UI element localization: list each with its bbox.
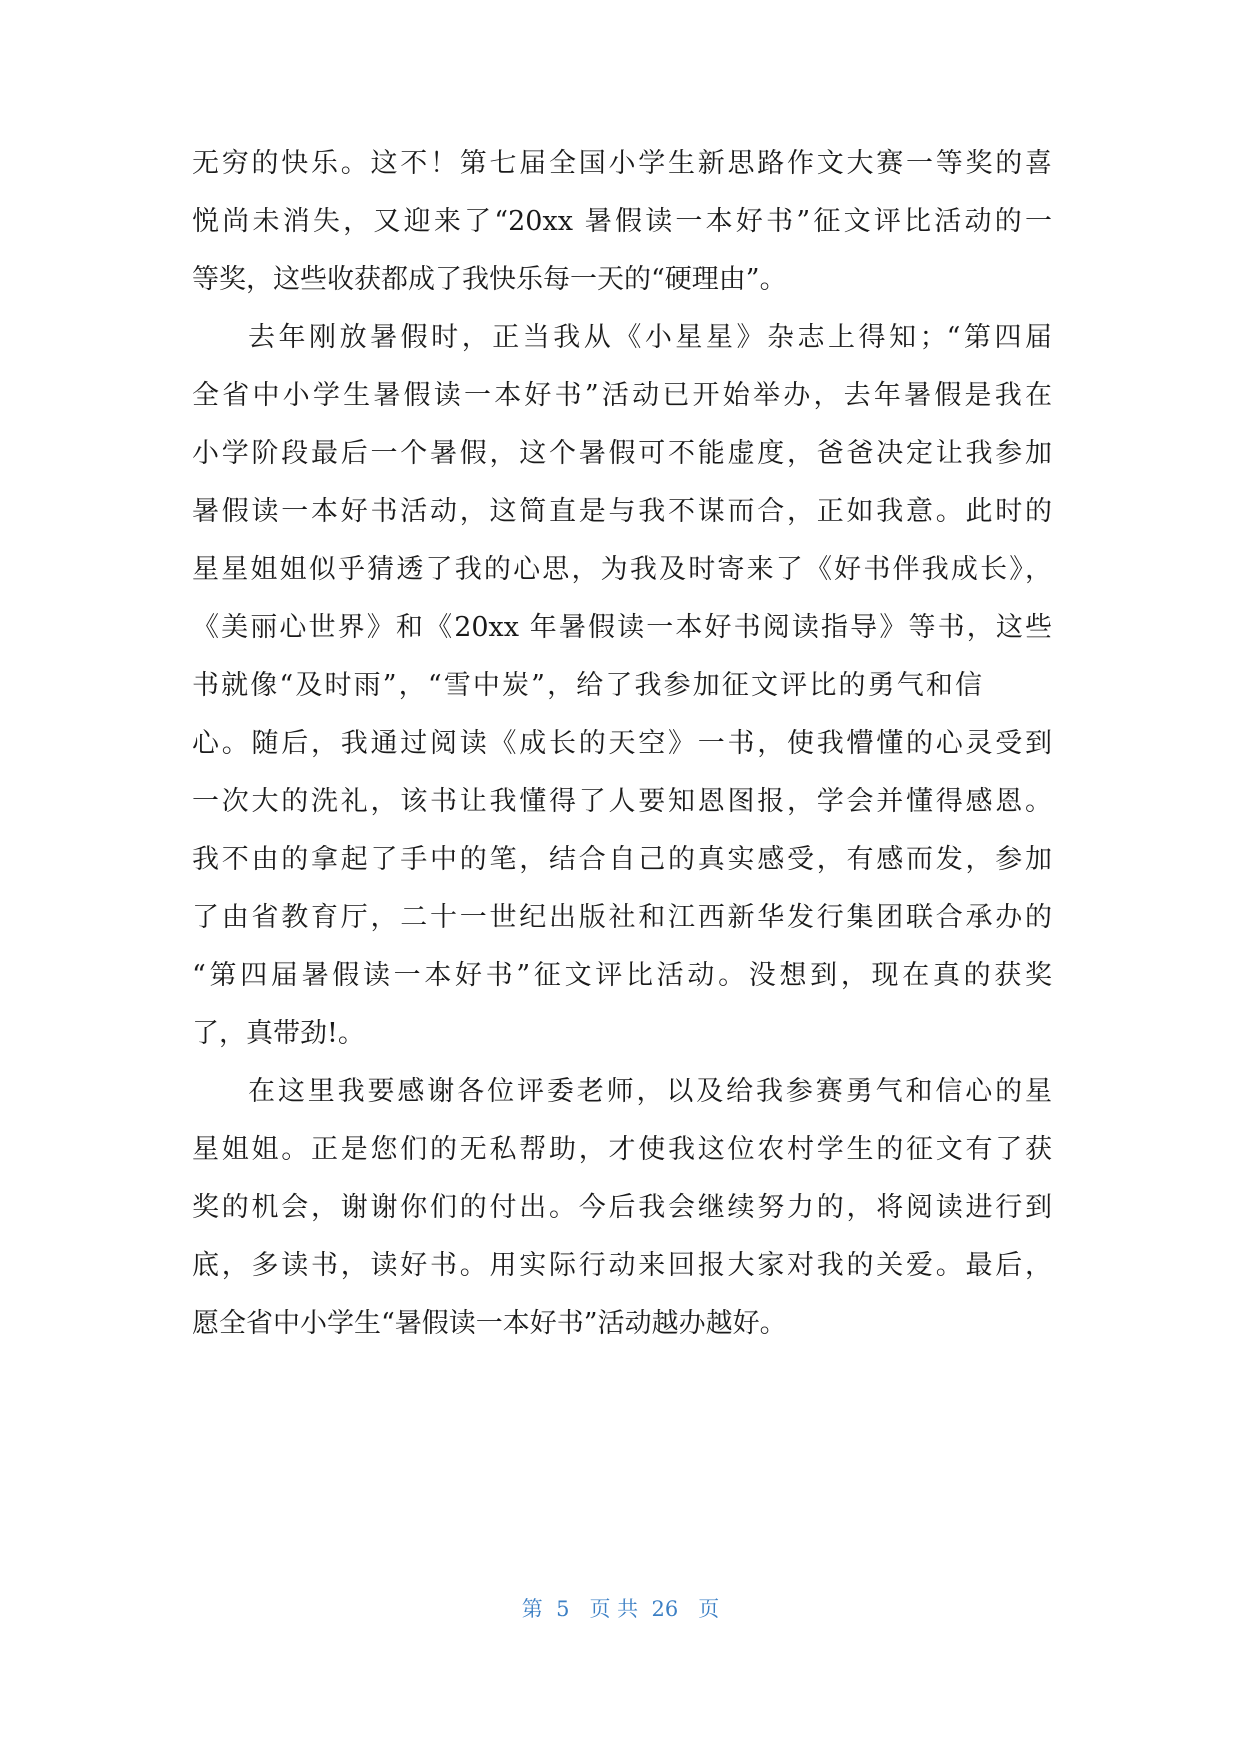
paragraph-line: 奖的机会，谢谢你们的付出。今后我会继续努力的，将阅读进行到 [192, 1192, 1052, 1223]
paragraph-line: 一次大的洗礼，该书让我懂得了人要知恩图报，学会并懂得感恩。 [192, 786, 1052, 817]
paragraph-line: 暑假读一本好书活动，这简直是与我不谋而合，正如我意。此时的 [192, 496, 1052, 527]
paragraph-line: 全省中小学生暑假读一本好书”活动已开始举办，去年暑假是我在 [192, 380, 1052, 411]
paragraph-line: 无穷的快乐。这不！第七届全国小学生新思路作文大赛一等奖的喜 [192, 148, 1052, 179]
paragraph-line: 星星姐姐似乎猜透了我的心思，为我及时寄来了《好书伴我成长》， [192, 554, 1052, 585]
paragraph-line: 了，真带劲!。 [192, 1018, 365, 1049]
paragraph-line: 愿全省中小学生“暑假读一本好书”活动越办越好。 [192, 1308, 787, 1339]
paragraph-line: 在这里我要感谢各位评委老师，以及给我参赛勇气和信心的星 [248, 1076, 1052, 1107]
paragraph-line: “第四届暑假读一本好书”征文评比活动。没想到，现在真的获奖 [192, 960, 1052, 991]
paragraph-line: 等奖，这些收获都成了我快乐每一天的“硬理由”。 [192, 264, 787, 295]
paragraph-line: 底，多读书，读好书。用实际行动来回报大家对我的关爱。最后， [192, 1250, 1052, 1281]
paragraph-line: 书就像“及时雨”，“雪中炭”，给了我参加征文评比的勇气和信 [192, 670, 982, 701]
paragraph-line: 星姐姐。正是您们的无私帮助，才使我这位农村学生的征文有了获 [192, 1134, 1052, 1165]
paragraph-line: 悦尚未消失，又迎来了“20xx 暑假读一本好书”征文评比活动的一 [192, 206, 1052, 237]
paragraph-line: 小学阶段最后一个暑假，这个暑假可不能虚度，爸爸决定让我参加 [192, 438, 1052, 469]
paragraph-line: 我不由的拿起了手中的笔，结合自己的真实感受，有感而发，参加 [192, 844, 1052, 875]
page-number-footer: 第 5 页 共 26 页 [521, 1597, 720, 1621]
paragraph-line: 《美丽心世界》和《20xx 年暑假读一本好书阅读指导》等书，这些 [192, 612, 1052, 643]
paragraph-line: 了由省教育厅，二十一世纪出版社和江西新华发行集团联合承办的 [192, 902, 1052, 933]
paragraph-line: 心。随后，我通过阅读《成长的天空》一书，使我懵懂的心灵受到 [192, 728, 1052, 759]
paragraph-line: 去年刚放暑假时，正当我从《小星星》杂志上得知；“第四届 [248, 322, 1052, 353]
